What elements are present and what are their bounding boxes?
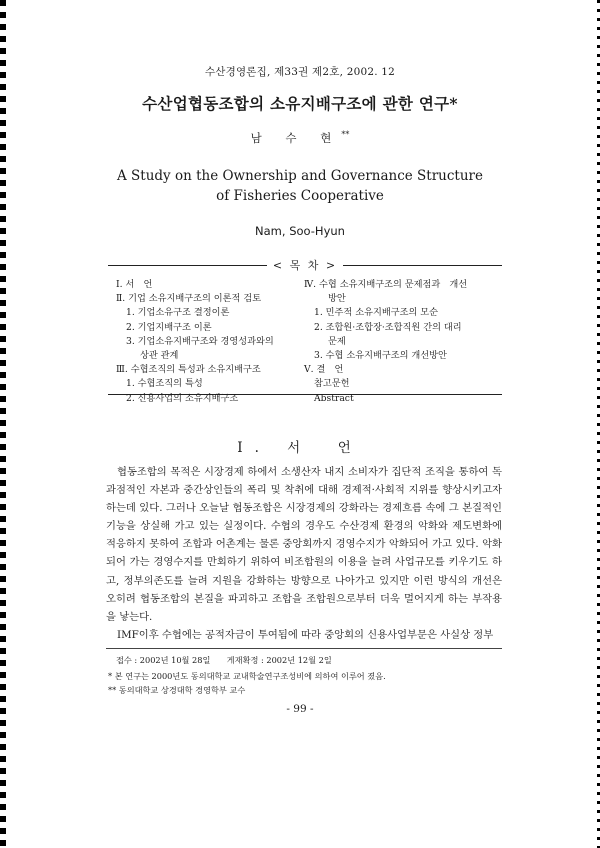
scan-edge-marks bbox=[0, 0, 6, 848]
toc-item: Ⅰ. 서 언 bbox=[116, 279, 153, 290]
korean-author-name: 남 수 현 bbox=[250, 131, 342, 145]
table-of-contents bbox=[108, 259, 502, 404]
body-text bbox=[106, 463, 502, 644]
toc-item: Ⅲ. 수협조직의 특성과 소유지배구조 bbox=[116, 364, 261, 376]
footnote-divider bbox=[106, 648, 502, 649]
body-paragraph-1: 협동조합의 목적은 시장경제 하에서 소생산자 내지 소비자가 집단적 조직을 통하여 독과점적인 자본과 중간상인들의 폭리 및 착취에 대해 경제적·사회적 지위를 향상시키고자 하는데 있다. 그러나 오늘날 협동조합은 시장경제의 강화라는 경제흐름 속에 그 본질적인 기능을 상실해 가고 있는 실정이다. 수협의 경우도 수산경제 환경의 악화와 제도변화에 적응하지 못하여 조합과 어촌계는 물론 중앙회까지 경영수지가 악화되어 가고 있다. 악화되어 가는 경영수지를 만회하기 위하여 비조합원의 이용을 늘려 사업규모를 키우기도 하고, 정부의존도를 늘려 지원을 강화하는 방향으로 나아가고 있지만 이런 방식의 개선은 오히려 협동조합의 본질을 파괴하고 조합을 조합원으로부터 더욱 멀어지게 하는 부작용을 낳는다. bbox=[106, 466, 502, 623]
toc-item: 1. 기업소유구조 결정이론 bbox=[126, 307, 230, 319]
toc-item: 2. 조합원·조합장·조합직원 간의 대리 bbox=[314, 321, 462, 333]
author-footnote-mark: ** bbox=[341, 130, 350, 140]
toc-item: 3. 기업소유지배구조와 경영성과와의 bbox=[126, 335, 274, 347]
toc-item: 3. 수협 소유지배구조의 개선방안 bbox=[314, 350, 447, 362]
toc-item: Ⅴ. 결 언 bbox=[304, 364, 344, 376]
toc-right-column bbox=[304, 278, 467, 406]
english-title bbox=[0, 166, 600, 206]
toc-item: Ⅳ. 수협 소유지배구조의 문제점과 개선 bbox=[304, 279, 468, 290]
section-heading-text: Ⅰ. 서 언 bbox=[237, 440, 363, 456]
toc-item: 상관 관계 bbox=[140, 350, 179, 362]
korean-author bbox=[0, 130, 600, 146]
toc-item: 2. 기업지배구조 이론 bbox=[126, 321, 212, 333]
toc-item: 참고문헌 bbox=[314, 378, 350, 390]
toc-item: Abstract bbox=[314, 392, 354, 404]
received-date-note: 접수 : 2002년 10월 28일 게재확정 : 2002년 12월 2일 bbox=[116, 655, 332, 665]
english-author: Nam, Soo-Hyun bbox=[255, 224, 345, 238]
footnote-research-fund: * 본 연구는 2000년도 동의대학교 교내학술연구조성비에 의하여 이루어 졌음. bbox=[108, 671, 386, 681]
journal-citation: 수산경영론집, 제33권 제2호, 2002. 12 bbox=[204, 66, 396, 78]
english-title-line-2: of Fisheries Cooperative bbox=[216, 188, 384, 204]
toc-item: 방안 bbox=[328, 293, 346, 305]
body-paragraph-2: IMF이후 수협에는 공적자금이 투여됨에 따라 중앙회의 신용사업부문은 사실상 정부 bbox=[117, 628, 494, 641]
toc-item: 1. 민주적 소유지배구조의 모순 bbox=[314, 307, 439, 319]
korean-title: 수산업협동조합의 소유지배구조에 관한 연구* bbox=[142, 94, 458, 113]
section-heading bbox=[0, 436, 600, 456]
english-title-line-1: A Study on the Ownership and Governance Structure bbox=[117, 168, 483, 184]
toc-item: 2. 신용사업의 소유지배구조 bbox=[126, 392, 239, 404]
footnote-author-affiliation: ** 동의대학교 상경대학 경영학부 교수 bbox=[108, 685, 246, 695]
toc-left-column bbox=[116, 278, 274, 406]
toc-heading: < 목 차 > bbox=[267, 259, 343, 272]
toc-item: 문제 bbox=[328, 335, 346, 347]
toc-item: Ⅱ. 기업 소유지배구조의 이론적 검토 bbox=[116, 293, 262, 305]
toc-item: 1. 수협조직의 특성 bbox=[126, 378, 203, 390]
page-number: - 99 - bbox=[286, 703, 314, 715]
